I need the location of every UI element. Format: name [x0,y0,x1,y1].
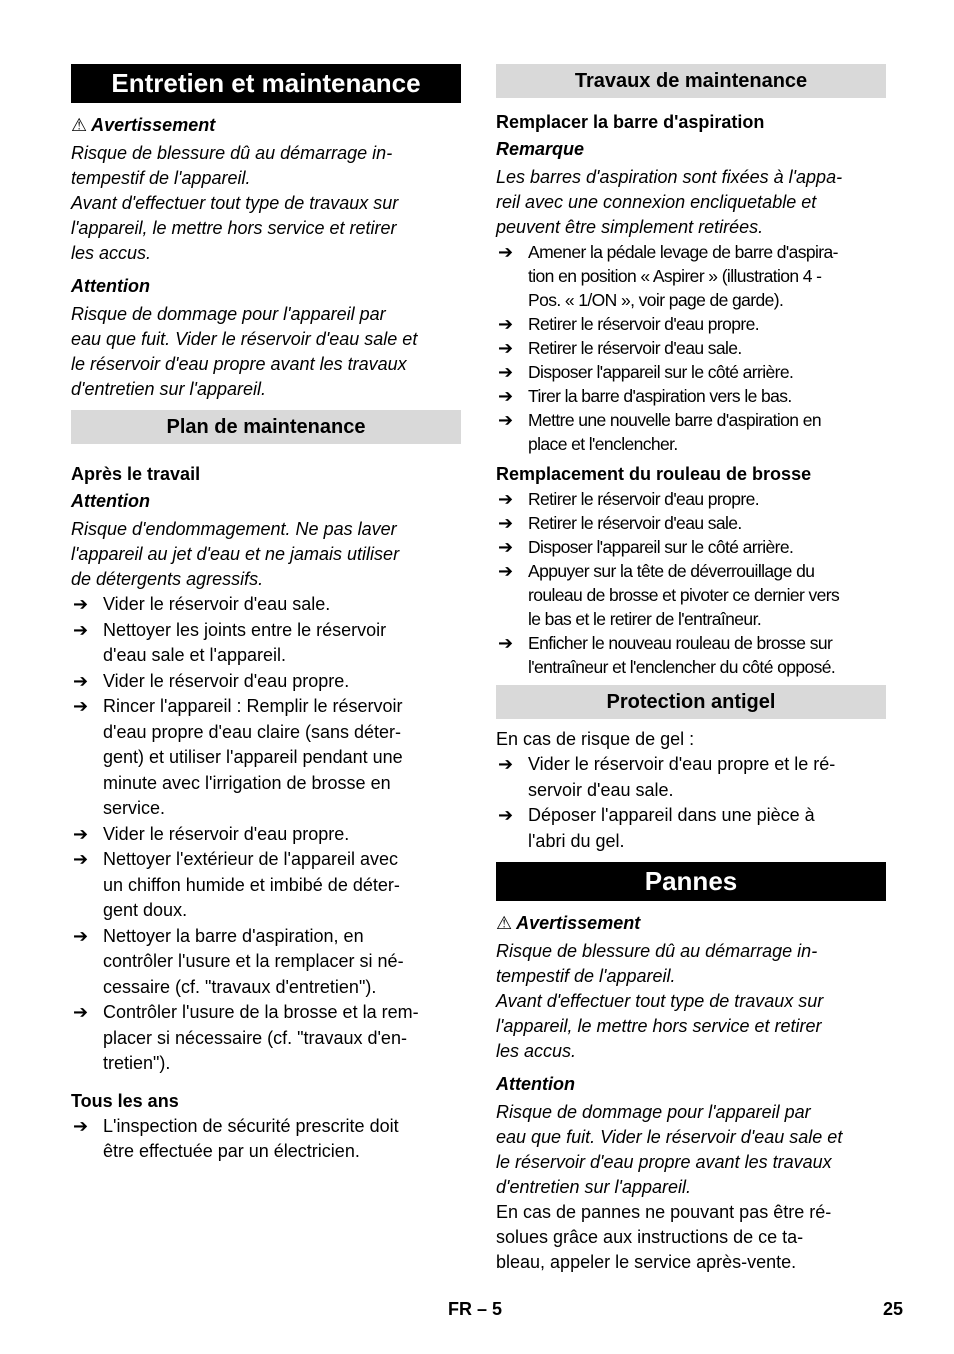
list-item [496,487,886,511]
arrow-right-icon: ➔ [498,314,513,334]
arrow-right-icon: ➔ [73,619,89,640]
text-line: solues grâce aux instructions de ce ta- [496,1227,804,1247]
arrow-right-icon: ➔ [498,537,513,557]
text-line: le réservoir d'eau propre avant les travaux [496,1152,832,1172]
text-line: d'entretien sur l'appareil. [496,1177,691,1197]
list-item-line: Vider le réservoir d'eau propre. [103,823,350,844]
text-line: le réservoir d'eau propre avant les travaux [71,354,407,374]
footer-lang: FR [448,1299,472,1319]
text-line: les accus. [496,1041,577,1061]
page-number: 25 [883,1299,904,1319]
faults-warning-label: Avertissement [516,913,641,933]
arrow-right-icon: ➔ [498,386,513,406]
list-item-line: minute avec l'irrigation de brosse en [103,772,391,793]
section-title-faults: Pannes [496,862,886,901]
list-item-line: Amener la pédale levage de barre d'aspira- [528,242,838,262]
attention-label: Attention [71,276,150,296]
list-item [496,336,886,360]
list-item [496,803,886,854]
list-item-line: Appuyer sur la tête de déverrouillage du [528,561,815,581]
text-line: de détergents agressifs. [71,569,264,589]
arrow-right-icon: ➔ [498,410,513,430]
left-column [71,64,461,1165]
faults-attention-label: Attention [496,1074,575,1094]
faults-attention-text [496,1100,886,1200]
faults-warning-heading [496,911,886,936]
text-line: reil avec une connexion encliquetable et [496,192,817,212]
frost-title: Protection antigel [496,685,886,719]
maint-title: Travaux de maintenance [496,64,886,98]
text-line: tempestif de l'appareil. [71,168,251,188]
list-item-line: d'eau sale et l'appareil. [103,645,286,665]
list-item [496,312,886,336]
list-item-line: Enficher le nouveau rouleau de brosse sur [528,633,833,653]
text-line: l'appareil, le mettre hors service et retirer [71,218,397,238]
frost-list [496,752,886,854]
list-item [496,631,886,679]
arrow-right-icon: ➔ [498,489,513,509]
list-item [496,384,886,408]
list-item-line: l'abri du gel. [528,830,625,851]
list-item-line: Nettoyer la barre d'aspiration, en [103,925,364,946]
arrow-right-icon: ➔ [73,823,89,844]
arrow-right-icon: ➔ [73,594,89,614]
list-item-line: Nettoyer les joints entre le réservoir [103,619,387,640]
list-item-line: Retirer le réservoir d'eau propre. [528,314,759,334]
text-line: tempestif de l'appareil. [496,966,676,986]
arrow-right-icon: ➔ [73,670,89,691]
list-item-line: Nettoyer l'extérieur de l'appareil avec [103,849,399,869]
after-work-list [71,592,461,1077]
text-line: Risque de dommage pour l'appareil par [71,304,386,324]
list-item-line: tretien"). [103,1053,171,1073]
arrow-right-icon: ➔ [498,513,513,533]
list-item [71,1000,461,1077]
list-item [496,360,886,384]
list-item [71,592,461,618]
list-item-line: L'inspection de sécurité prescrite doit [103,1115,399,1136]
after-attention-label: Attention [71,491,150,511]
list-item-line: Disposer l'appareil sur le côté arrière. [528,537,794,557]
note-text [496,165,886,240]
text-line: d'entretien sur l'appareil. [71,379,266,399]
text-line: En cas de pannes ne pouvant pas être ré- [496,1202,832,1222]
text-line: les accus. [71,243,152,263]
warning-triangle-icon: ⚠ [71,115,88,135]
list-item [71,1114,461,1165]
list-item-line: servoir d'eau sale. [528,779,674,800]
list-item [496,511,886,535]
list-item [71,847,461,924]
list-item-line: Retirer le réservoir d'eau sale. [528,338,742,358]
right-column [496,64,886,1275]
after-attention-text [71,517,461,592]
list-item-line: Contrôler l'usure de la brosse et la rem- [103,1002,419,1022]
text-line: Avant d'effectuer tout type de travaux sur [71,193,399,213]
list-item-line: l'entraîneur et l'enclencher du côté opposé. [528,657,836,677]
text-line: Risque de dommage pour l'appareil par [496,1102,811,1122]
text-line: Les barres d'aspiration sont fixées à l'appa- [496,167,843,187]
list-item-line: cessaire (cf. "travaux d'entretien"). [103,976,377,997]
text-line: Risque de blessure dû au démarrage in- [496,941,818,961]
text-line: l'appareil, le mettre hors service et retirer [496,1016,822,1036]
list-item-line: Tirer la barre d'aspiration vers le bas. [528,386,792,406]
warning-heading [71,113,461,138]
arrow-right-icon: ➔ [498,805,514,825]
footer-lang-section [448,1299,502,1320]
list-item [71,924,461,1001]
attention-text [71,302,461,402]
arrow-right-icon: ➔ [73,1115,89,1136]
suction-title: Remplacer la barre d'aspiration [496,112,765,132]
warning-triangle-icon: ⚠ [496,913,513,933]
list-item-line: un chiffon humide et imbibé de déter- [103,874,400,895]
list-item [71,618,461,669]
arrow-right-icon: ➔ [498,362,513,382]
list-item [71,822,461,848]
arrow-right-icon: ➔ [498,242,513,262]
section-title-maintenance: Entretien et maintenance [71,64,461,103]
brush-title: Remplacement du rouleau de brosse [496,464,812,484]
list-item-line: Retirer le réservoir d'eau propre. [528,489,759,509]
arrow-right-icon: ➔ [498,754,514,774]
list-item-line: Vider le réservoir d'eau sale. [103,594,331,614]
list-item-line: être effectuée par un électricien. [103,1141,360,1161]
list-item [71,669,461,695]
footer-section: – 5 [477,1299,503,1319]
list-item-line: tion en position « Aspirer » (illustration 4 - [528,266,822,286]
warning-text [71,141,461,266]
yearly-list [71,1114,461,1165]
text-line: eau que fuit. Vider le réservoir d'eau sale et [496,1127,843,1147]
arrow-right-icon: ➔ [73,849,89,869]
arrow-right-icon: ➔ [73,1002,89,1022]
text-line: Risque de blessure dû au démarrage in- [71,143,393,163]
warning-label: Avertissement [91,115,216,135]
note-label: Remarque [496,139,585,159]
text-line: bleau, appeler le service après-vente. [496,1252,797,1272]
frost-intro: En cas de risque de gel : [496,729,695,749]
brush-list [496,487,886,679]
list-item-line: Pos. « 1/ON », voir page de garde). [528,290,784,310]
plan-title: Plan de maintenance [71,410,461,444]
list-item-line: place et l'enclencher. [528,434,678,454]
list-item [496,535,886,559]
list-item-line: Déposer l'appareil dans une pièce à [528,805,815,825]
list-item-line: gent doux. [103,900,188,920]
list-item [496,559,886,631]
list-item-line: contrôler l'usure et la remplacer si né- [103,951,404,971]
list-item-line: rouleau de brosse et pivoter ce dernier vers [528,585,840,605]
arrow-right-icon: ➔ [73,925,89,946]
arrow-right-icon: ➔ [498,561,513,581]
list-item [496,240,886,312]
list-item-line: Disposer l'appareil sur le côté arrière. [528,362,794,382]
list-item [71,694,461,822]
list-item [496,752,886,803]
text-line: Avant d'effectuer tout type de travaux sur [496,991,824,1011]
list-item-line: service. [103,798,166,818]
faults-warning-text [496,939,886,1064]
list-item-line: Vider le réservoir d'eau propre et le ré- [528,754,836,774]
list-item-line: Rincer l'appareil : Remplir le réservoir [103,696,403,716]
text-line: l'appareil au jet d'eau et ne jamais utiliser [71,544,400,564]
after-work-title: Après le travail [71,464,201,484]
service-text [496,1200,886,1275]
text-line: peuvent être simplement retirées. [496,217,764,237]
yearly-title: Tous les ans [71,1090,179,1111]
list-item-line: gent) et utiliser l'appareil pendant une [103,747,403,767]
list-item-line: le bas et le retirer de l'entraîneur. [528,609,762,629]
arrow-right-icon: ➔ [73,696,89,716]
suction-list [496,240,886,456]
list-item-line: Vider le réservoir d'eau propre. [103,670,350,691]
list-item-line: placer si nécessaire (cf. "travaux d'en- [103,1027,407,1048]
list-item-line: d'eau propre d'eau claire (sans déter- [103,721,402,742]
list-item [496,408,886,456]
arrow-right-icon: ➔ [498,338,513,358]
list-item-line: Retirer le réservoir d'eau sale. [528,513,742,533]
text-line: eau que fuit. Vider le réservoir d'eau sale et [71,329,418,349]
list-item-line: Mettre une nouvelle barre d'aspiration en [528,410,821,430]
arrow-right-icon: ➔ [498,633,513,653]
text-line: Risque d'endommagement. Ne pas laver [71,519,397,539]
